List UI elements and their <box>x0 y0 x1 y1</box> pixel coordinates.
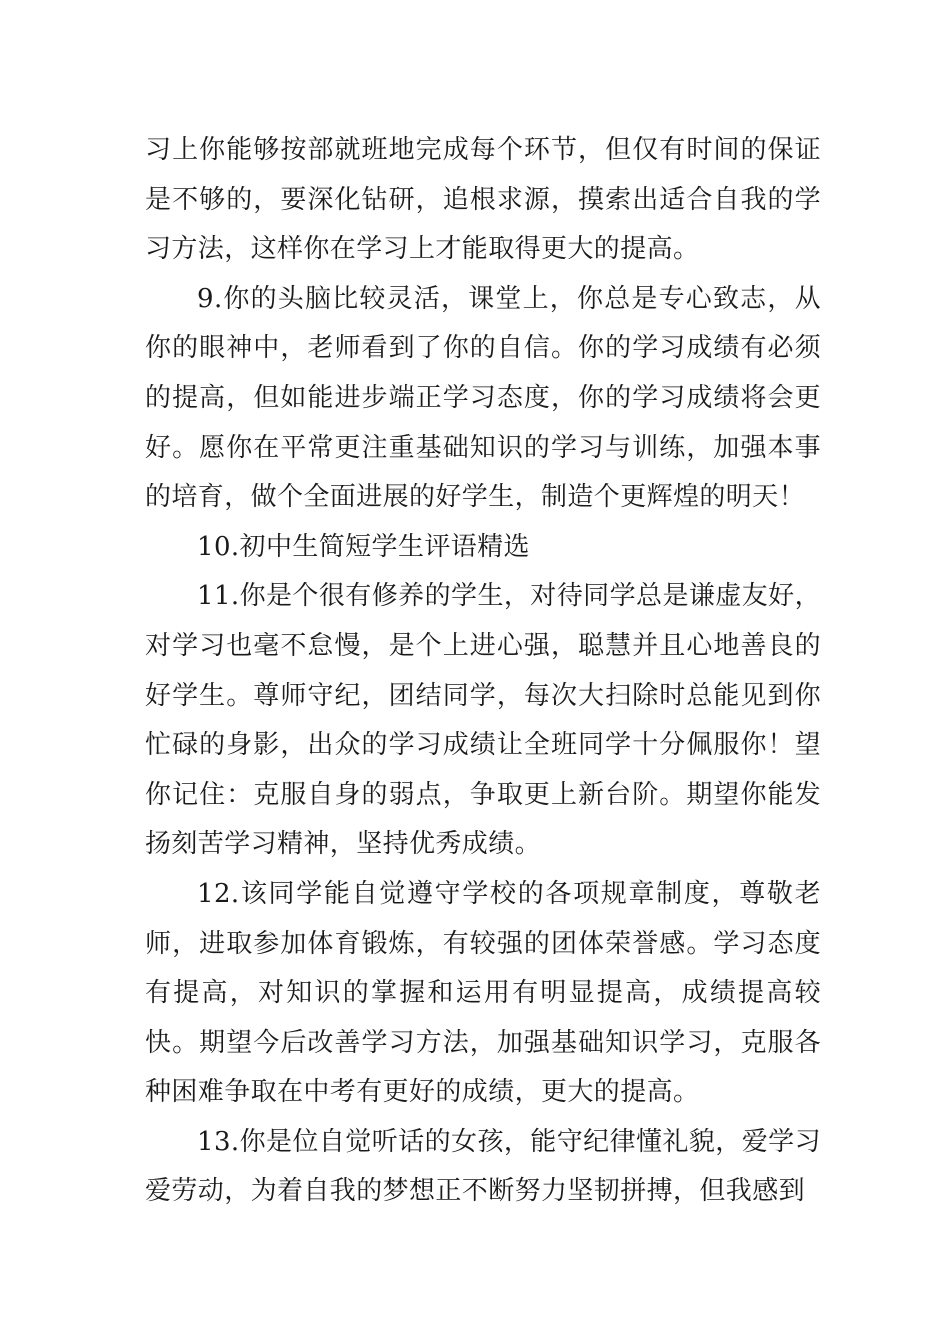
paragraph-item-12: 12.该同学能自觉遵守学校的各项规章制度，尊敬老师，进取参加体育锻炼，有较强的团体荣誉感。学习态度有提高，对知识的掌握和运用有明显提高，成绩提高较快。期望今后改善学习方法，加强基础知识学习，克服各种困难争取在中考有更好的成绩，更大的提高。 <box>145 878 821 1108</box>
paragraph-item-9: 9.你的头脑比较灵活，课堂上，你总是专心致志，从你的眼神中，老师看到了你的自信。你的学习成绩有必须的提高，但如能进步端正学习态度，你的学习成绩将会更好。愿你在平常更注重基础知识的学习与训练，加强本事的培育，做个全面进展的好学生，制造个更辉煌的明天！ <box>145 283 821 513</box>
paragraph-item-10: 10.初中生简短学生评语精选 <box>197 531 530 562</box>
paragraph-item-13: 13.你是位自觉听话的女孩，能守纪律懂礼貌，爱学习爱劳动，为着自我的梦想正不断努力坚韧拼搏，但我感到 <box>145 1126 821 1207</box>
paragraph-continuation: 习上你能够按部就班地完成每个环节，但仅有时间的保证是不够的，要深化钻研，追根求源，摸索出适合自我的学习方法，这样你在学习上才能取得更大的提高。 <box>145 135 821 265</box>
paragraph-item-11: 11.你是个很有修养的学生，对待同学总是谦虚友好，对学习也毫不怠慢，是个上进心强，聪慧并且心地善良的好学生。尊师守纪，团结同学，每次大扫除时总能见到你忙碌的身影，出众的学习成绩让全班同学十分佩服你！望你记住：克服自身的弱点，争取更上新台阶。期望你能发扬刻苦学习精神，坚持优秀成绩。 <box>145 581 821 860</box>
body-text <box>145 126 821 1217</box>
